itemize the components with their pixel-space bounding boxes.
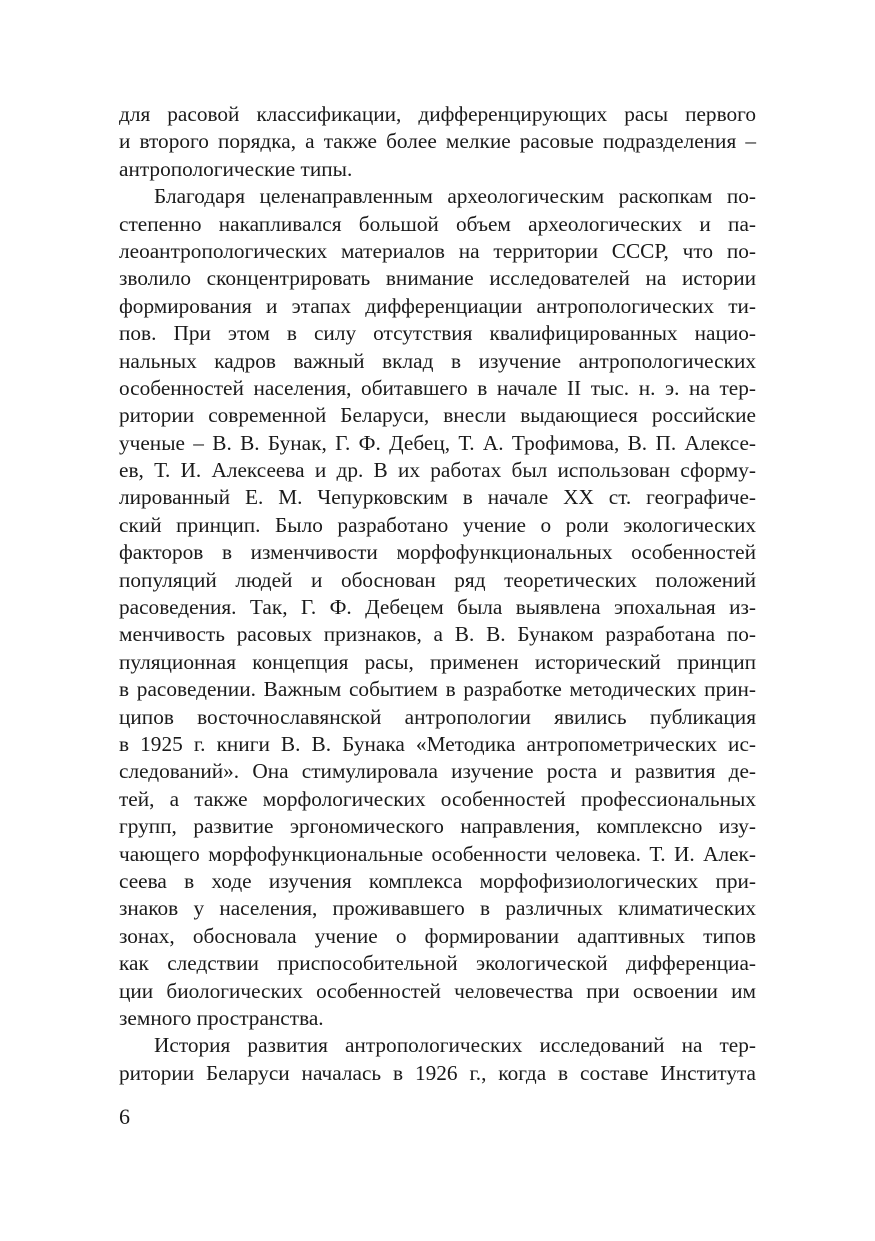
text-line: факторов в изменчивости морфофункциональных особенностей [119,540,756,565]
text-line: как следствии приспособительной экологической дифференциа- [119,951,756,976]
text-line: групп, развитие эргономического направления, комплексно изу- [119,814,756,839]
text-line: менчивость расовых признаков, а В. В. Бунаком разработана по- [119,622,756,647]
text-line: расоведения. Так, Г. Ф. Дебецем была выявлена эпохальная из- [119,595,756,620]
text-line: лированный Е. М. Чепурковским в начале ХХ ст. географиче- [119,485,756,510]
text-line: ципов восточнославянской антропологии явились публикация [119,704,756,729]
text-line: для расовой классификации, дифференцирующих расы первого [119,102,756,126]
text-line: ритории Беларуси началась в 1926 г., когда в составе Института [119,1060,756,1085]
text-line: антропологические типы. [119,156,353,181]
text-line: следований». Она стимулировала изучение роста и развития де- [119,759,756,784]
text-line: ученые – В. В. Бунак, Г. Ф. Дебец, Т. А. Трофимова, В. П. Алексе- [119,430,756,455]
text-line: популяций людей и обоснован ряд теоретических положений [119,567,756,592]
text-line: ев, Т. И. Алексеева и др. В их работах был использован сформу- [119,458,756,483]
text-line: зволило сконцентрировать внимание исследователей на истории [119,266,756,291]
text-line: тей, а также морфологических особенностей профессиональных [119,786,756,811]
text-line: и второго порядка, а также более мелкие расовые подразделения – [119,129,756,154]
page-number: 6 [119,1104,130,1129]
text-line: пуляционная концепция расы, применен исторический принцип [119,649,756,674]
text-line: степенно накапливался большой объем археологических и па- [119,211,756,236]
text-line: чающего морфофункциональные особенности человека. Т. И. Алек- [119,841,756,866]
text-line: ритории современной Беларуси, внесли выдающиеся российские [119,403,756,428]
text-line: леоантропологических материалов на территории СССР, что по- [119,238,756,263]
text-line: ский принцип. Было разработано учение о роли экологических [119,512,756,537]
text-line: в 1925 г. книги В. В. Бунака «Методика антропометрических ис- [119,731,756,756]
text-line: сеева в ходе изучения комплекса морфофизиологических при- [119,868,756,893]
text-line: ции биологических особенностей человечества при освоении им [119,978,756,1003]
text-line: в расоведении. Важным событием в разработке методических прин- [119,677,756,702]
text-line: История развития антропологических исследований на тер- [154,1033,756,1058]
body-text [119,101,756,1087]
text-line: нальных кадров важный вклад в изучение антропологических [119,348,756,373]
text-line: особенностей населения, обитавшего в начале II тыс. н. э. на тер- [119,375,756,400]
text-line: Благодаря целенаправленным археологическим раскопкам по- [154,184,756,209]
text-line: зонах, обосновала учение о формировании адаптивных типов [119,923,756,948]
text-line: пов. При этом в силу отсутствия квалифицированных нацио- [119,321,756,346]
text-line: формирования и этапах дифференциации антропологических ти- [119,293,756,318]
text-line: знаков у населения, проживавшего в различных климатических [119,896,756,921]
text-line: земного пространства. [119,1005,324,1030]
